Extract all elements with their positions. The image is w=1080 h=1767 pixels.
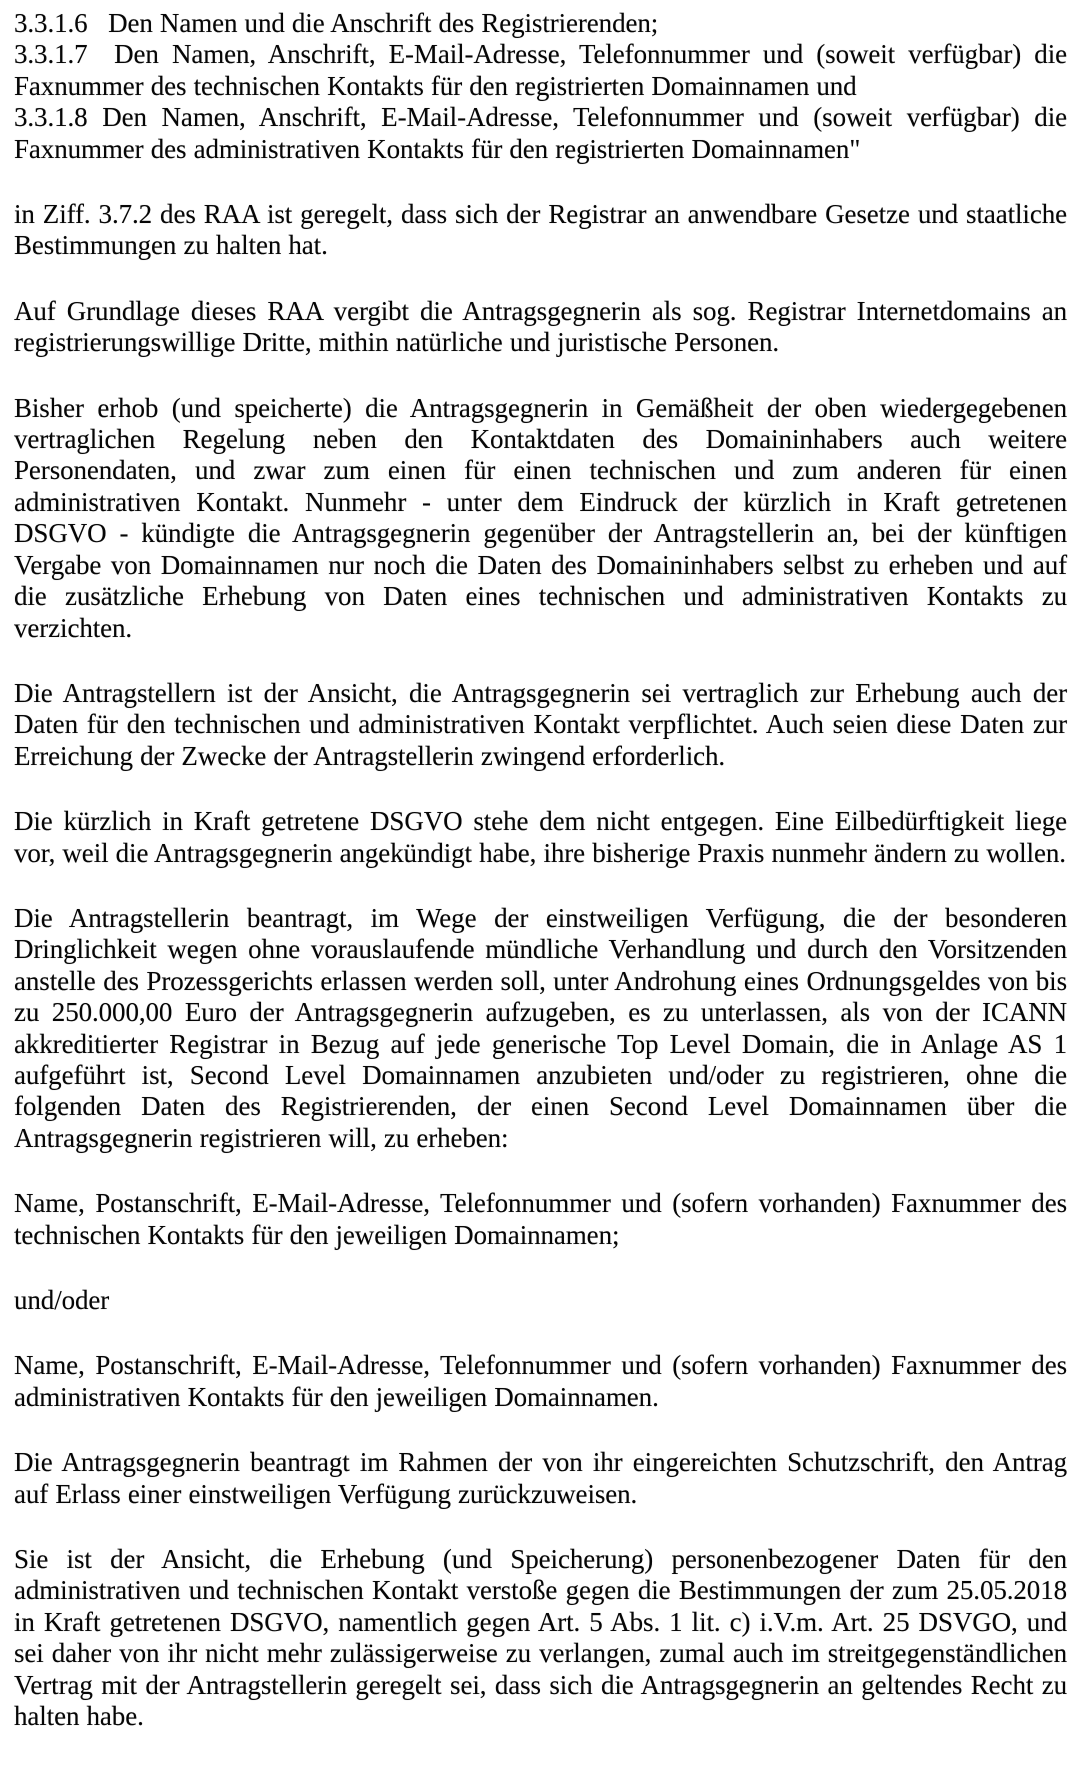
para-ansicht-antragstellerin: Die Antragstellern ist der Ansicht, die Antragsgegnerin sei vertraglich zur Erhebung auch der Daten für den technischen und administrativen Kontakt verpflichtet. Auch seien diese Daten zur Erreichung der Zwecke der Antragstellerin zwingend erforderlich. xyxy=(14,677,1067,771)
para-bisherige-praxis: Bisher erhob (und speicherte) die Antragsgegnerin in Gemäßheit der oben wiedergegebenen vertraglichen Regelung neben den Kontaktdaten des Domaininhabers auch weitere Personendaten, und zwar zum einen für einen technischen und zum anderen für einen administrativen Kontakt. Nunmehr - unter dem Eindruck der kürzlich in Kraft getretenen DSGVO - kündigte die Antragsgegnerin gegenüber der Antragstellerin an, bei der künftigen Vergabe von Domainnamen nur noch die Daten des Domaininhabers selbst zu erheben und auf die zusätzliche Erhebung von Daten eines technischen und administrativen Kontakts zu verzichten. xyxy=(14,392,1067,643)
clause-3-3-1-8: 3.3.1.8 Den Namen, Anschrift, E-Mail-Adresse, Telefonnummer und (soweit verfügbar) die Faxnummer des administrativen Kontakts für den registrierten Domainnamen" xyxy=(14,102,1067,164)
para-ansicht-antragsgegnerin: Sie ist der Ansicht, die Erhebung (und Speicherung) personenbezogener Daten für den administrativen und technischen Kontakt verstoße gegen die Bestimmungen der zum 25.05.2018 in Kraft getretenen DSGVO, namentlich gegen Art. 5 Abs. 1 lit. c) i.V.m. Art. 25 DSVGO, und sei daher von ihr nicht mehr zulässigerweise zu verlangen, zumal auch im streitgegenständlichen Vertrag mit der Antragstellerin geregelt sei, dass sich die Antragsgegnerin an geltendes Recht zu halten habe. xyxy=(14,1544,1067,1732)
clause-3-3-1-6: 3.3.1.6 Den Namen und die Anschrift des Registrierenden; xyxy=(14,8,659,38)
para-antragsgegnerin-beantragt: Die Antragsgegnerin beantragt im Rahmen der von ihr eingereichten Schutzschrift, den Antrag auf Erlass einer einstweiligen Verfügung zurückzuweisen. xyxy=(14,1447,1067,1509)
clause-3-3-1-7: 3.3.1.7 Den Namen, Anschrift, E-Mail-Adresse, Telefonnummer und (soweit verfügbar) die Faxnummer des technischen Kontakts für den registrierten Domainnamen und xyxy=(14,39,1067,101)
para-antrag-einstweilige-verfuegung: Die Antragstellerin beantragt, im Wege der einstweiligen Verfügung, die der besonderen Dringlichkeit wegen ohne vorauslaufende mündliche Verhandlung und durch den Vorsitzenden anstelle des Prozessgerichts erlassen werden soll, unter Androhung eines Ordnungsgeldes von bis zu 250.000,00 Euro der Antragsgegnerin aufzugeben, es zu unterlassen, als von der ICANN akkreditierter Registrar in Bezug auf jede generische Top Level Domain, die in Anlage AS 1 aufgeführt ist, Second Level Domainnamen anzubieten und/oder zu registrieren, ohne die folgenden Daten des Registrierenden, der einen Second Level Domainnamen über die Antragsgegnerin registrieren will, zu erheben: xyxy=(14,902,1067,1153)
para-daten-administrativer-kontakt: Name, Postanschrift, E-Mail-Adresse, Telefonnummer und (sofern vorhanden) Faxnummer des administrativen Kontakts für den jeweiligen Domainnamen. xyxy=(14,1350,1067,1412)
para-und-oder: und/oder xyxy=(14,1285,110,1315)
para-grundlage-raa: Auf Grundlage dieses RAA vergibt die Antragsgegnerin als sog. Registrar Internetdomains an registrierungswillige Dritte, mithin natürliche und juristische Personen. xyxy=(14,295,1067,358)
para-raa-ziff-372: in Ziff. 3.7.2 des RAA ist geregelt, dass sich der Registrar an anwendbare Gesetze und staatliche Bestimmungen zu halten hat. xyxy=(14,199,1067,261)
para-dsgvo-eilbeduerftigkeit: Die kürzlich in Kraft getretene DSGVO stehe dem nicht entgegen. Eine Eilbedürftigkeit liege vor, weil die Antragsgegnerin angekündigt habe, ihre bisherige Praxis nunmehr ändern zu wollen. xyxy=(14,806,1067,868)
para-daten-technischer-kontakt: Name, Postanschrift, E-Mail-Adresse, Telefonnummer und (sofern vorhanden) Faxnummer des technischen Kontakts für den jeweiligen Domainnamen; xyxy=(14,1188,1067,1250)
